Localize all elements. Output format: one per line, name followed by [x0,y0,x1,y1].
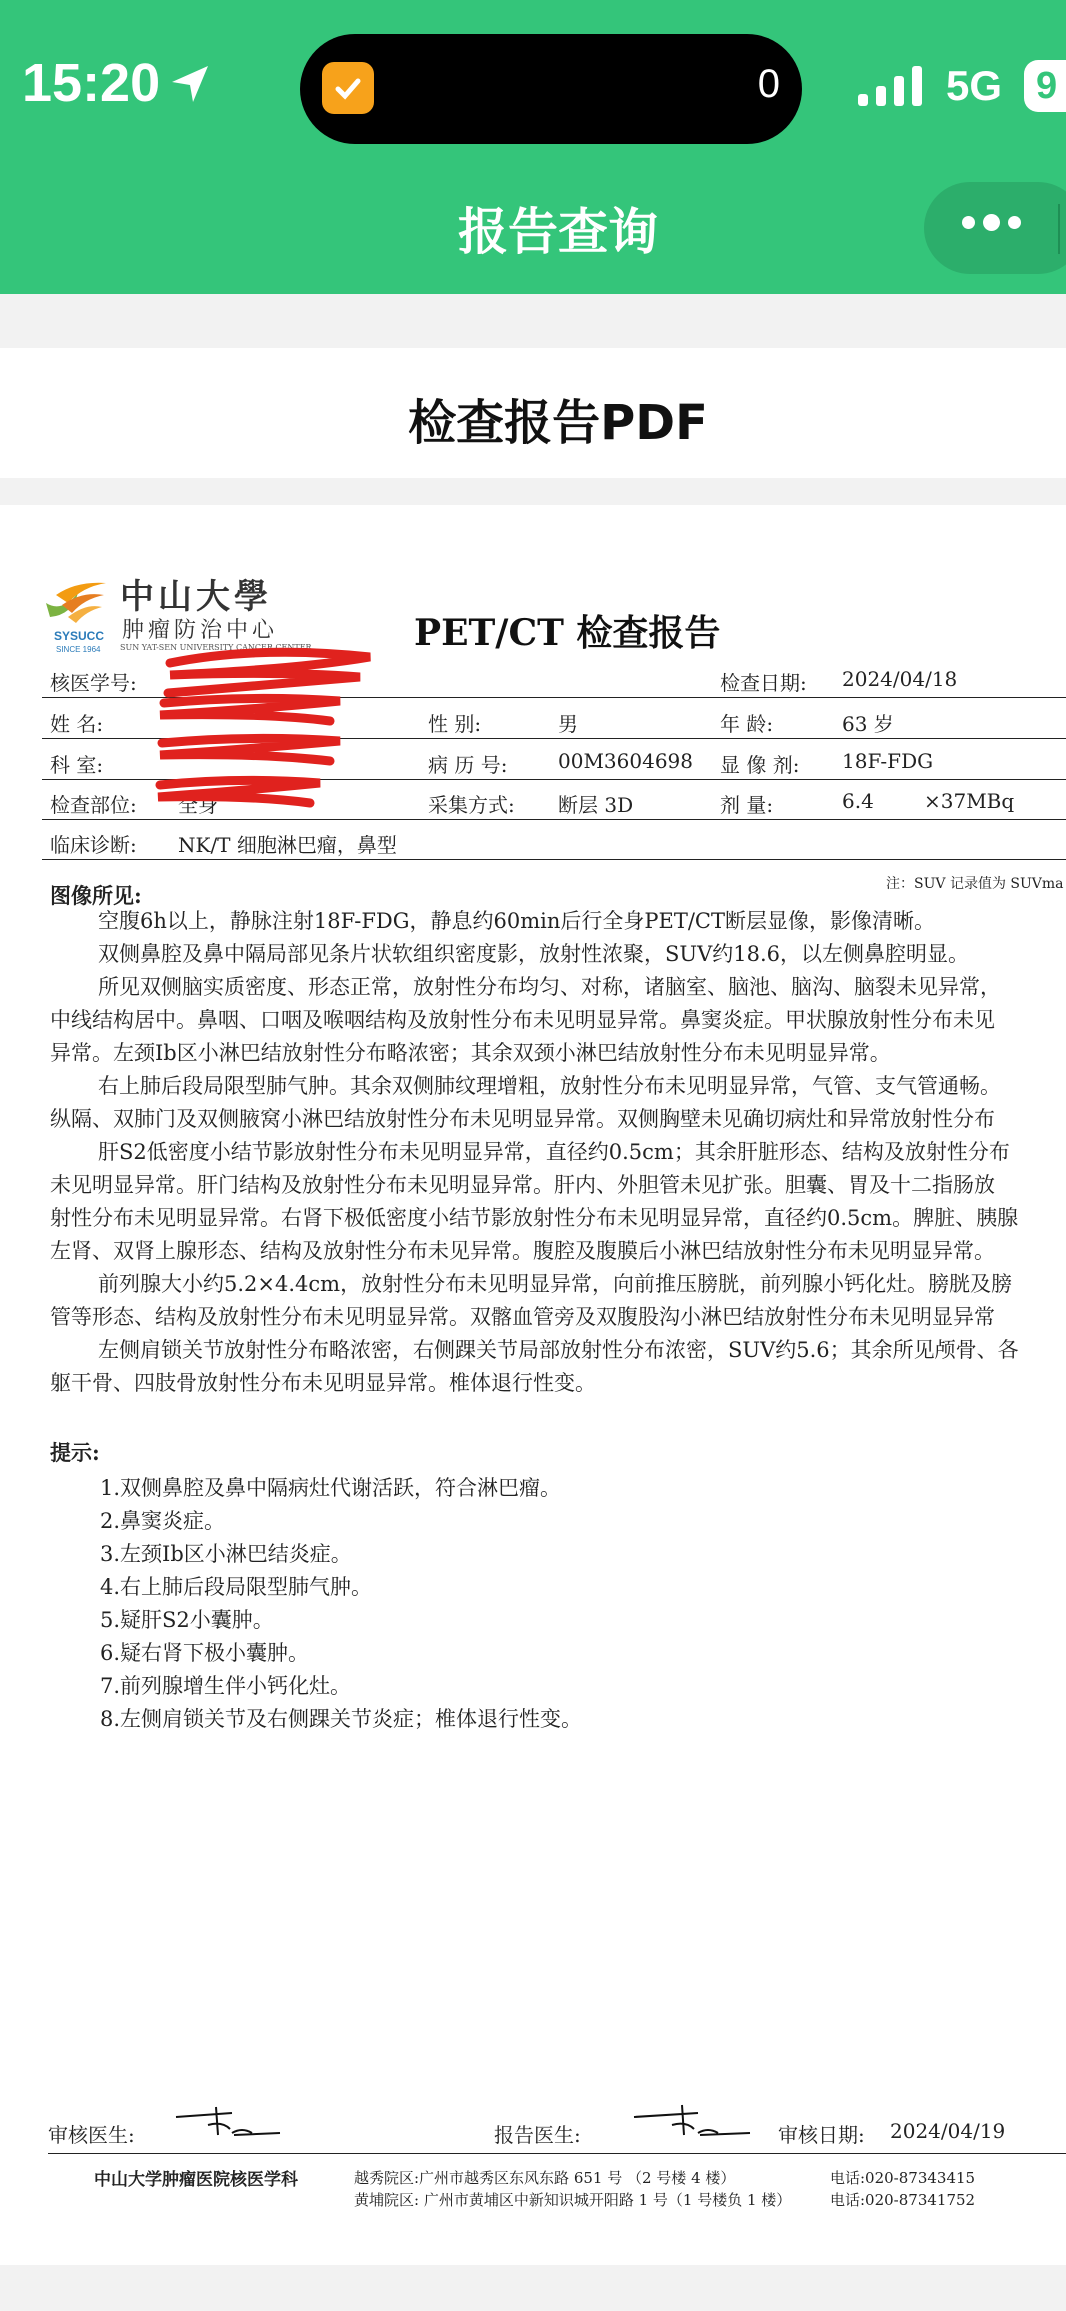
diagnosis-value: NK/T 细胞淋巴瘤，鼻型 [178,833,397,857]
reviewer-signature [172,2105,282,2143]
site-label: 检查部位: [50,793,137,817]
findings-line: 肝S2低密度小结节影放射性分布未见明显异常，直径约0.5cm；其余肝脏形态、结构及放射性分布 [98,1140,1010,1164]
nav-title: 报告查询 [458,203,658,261]
logo-sysucc: SYSUCC [54,629,105,643]
status-time: 15:20 [22,53,161,113]
dept-label: 科 室: [50,753,104,777]
footer-tel-2: 电话:020-87341752 [830,2191,976,2209]
findings-line: 所见双侧脑实质密度、形态正常，放射性分布均匀、对称，诸脑室、脑池、脑沟、脑裂未见异常， [98,975,1001,999]
exam-date: 2024/04/18 [842,667,958,691]
capsule-divider [1058,204,1060,254]
location-arrow-icon [168,62,212,110]
hint-item: 3.左颈Ib区小淋巴结炎症。 [100,1542,352,1566]
record-label: 病 历 号: [428,753,508,777]
footer-address-2: 黄埔院区: 广州市黄埔区中新知识城开阳路 1 号（1 号楼负 1 楼） [354,2191,792,2209]
site-value: 全身 [178,793,218,817]
findings-line: 左侧肩锁关节放射性分布略浓密，右侧踝关节局部放射性分布浓密，SUV约5.6；其余所见颅骨、各 [98,1338,1019,1362]
report-title: PET/CT 检查报告 [414,612,721,654]
agent-label: 显 像 剂: [720,753,800,777]
logo-cn: 中山大學 [120,577,272,617]
dose-label: 剂 量: [720,793,774,817]
footer-dept: 中山大学肿瘤医院核医学科 [94,2170,298,2190]
review-date: 2024/04/19 [890,2119,1006,2143]
findings-line: 左肾、双肾上腺形态、结构及放射性分布未见异常。腹腔及腹膜后小淋巴结放射性分布未见明显异常。 [50,1239,995,1263]
logo-since: SINCE 1964 [56,645,101,654]
id-label: 核医学号: [50,671,137,695]
hint-item: 8.左侧肩锁关节及右侧踝关节炎症；椎体退行性变。 [100,1707,583,1731]
hints-heading: 提示: [50,1440,100,1465]
findings-heading: 图像所见: [50,883,142,908]
logo-en: SUN YAT-SEN UNIVERSITY CANCER CENTER [120,643,312,652]
report-document[interactable] [0,505,1066,2265]
findings-line: 异常。左颈Ib区小淋巴结放射性分布略浓密；其余双颈小淋巴结放射性分布未见明显异常。 [50,1041,891,1065]
app-header [0,0,1066,294]
findings-line: 躯干骨、四肢骨放射性分布未见明显异常。椎体退行性变。 [50,1371,596,1395]
findings-line: 纵隔、双肺门及双侧腋窝小淋巴结放射性分布未见明显异常。双侧胸壁未见确切病灶和异常放射性分布 [50,1107,995,1131]
agent-value: 18F-FDG [842,749,934,773]
hint-item: 1.双侧鼻腔及鼻中隔病灶代谢活跃，符合淋巴瘤。 [100,1476,562,1500]
table-line [42,859,1066,860]
reporter-signature [632,2103,752,2143]
battery-icon: 9 [1024,60,1066,112]
logo-sub: 肿瘤防治中心 [122,618,279,643]
age-label: 年 龄: [720,712,774,736]
findings-line: 双侧鼻腔及鼻中隔局部见条片状软组织密度影，放射性浓聚，SUV约18.6，以左侧鼻腔明显。 [98,942,970,966]
findings-line: 空腹6h以上，静脉注射18F-FDG，静息约60min后行全身PET/CT断层显像，影像清晰。 [98,909,936,933]
age-value: 63 岁 [842,712,894,736]
method-label: 采集方式: [428,793,515,817]
diagnosis-label: 临床诊断: [50,833,137,857]
signal-icon [858,66,924,114]
mini-program-capsule[interactable] [924,182,1066,274]
hint-item: 6.疑右肾下极小囊肿。 [100,1641,310,1665]
hint-item: 5.疑肝S2小囊肿。 [100,1608,274,1632]
dose-value: 6.4 [842,789,874,813]
review-date-label: 审核日期: [778,2123,865,2147]
network-type: 5G [946,62,1003,109]
footer-tel-1: 电话:020-87343415 [830,2169,976,2187]
reviewer-label: 审核医生: [48,2123,135,2147]
findings-line: 管等形态、结构及放射性分布未见明显异常。双髂血管旁及双腹股沟小淋巴结放射性分布未见明显异常 [50,1305,995,1329]
dose-unit: ×37MBq [924,789,1015,813]
hint-item: 7.前列腺增生伴小钙化灶。 [100,1674,352,1698]
name-label: 姓 名: [50,712,104,736]
suv-note: 注：SUV 记录值为 SUVma [886,876,1064,892]
record-value: 00M3604698 [558,749,693,773]
findings-line: 前列腺大小约5.2×4.4cm，放射性分布未见明显异常，向前推压膀胱，前列腺小钙化灶。膀胱及膀 [98,1272,1013,1296]
island-count: 0 [757,62,780,106]
sysucc-logo-icon [42,573,112,637]
redaction-mark [140,645,380,825]
sex-value: 男 [558,712,578,736]
method-value: 断层 3D [558,793,634,817]
app-check-icon [322,62,374,114]
page-title: 检查报告PDF [408,395,708,451]
reporter-label: 报告医生: [494,2123,581,2147]
more-dots-icon[interactable] [962,216,1021,231]
hint-item: 2.鼻窦炎症。 [100,1509,226,1533]
findings-line: 射性分布未见明显异常。右肾下极低密度小结节影放射性分布未见明显异常，直径约0.5cm。脾脏、胰腺 [50,1206,1019,1230]
bottom-background [0,2270,1066,2311]
dynamic-island[interactable] [300,34,802,144]
hint-item: 4.右上肺后段局限型肺气肿。 [100,1575,373,1599]
footer-address-1: 越秀院区:广州市越秀区东风东路 651 号 （2 号楼 4 楼） [354,2169,736,2187]
sex-label: 性 别: [428,712,482,736]
exam-date-label: 检查日期: [720,671,807,695]
footer-line [48,2153,1066,2154]
findings-line: 未见明显异常。肝门结构及放射性分布未见明显异常。肝内、外胆管未见扩张。胆囊、胃及十二指肠放 [50,1173,995,1197]
findings-line: 中线结构居中。鼻咽、口咽及喉咽结构及放射性分布未见明显异常。鼻窦炎症。甲状腺放射性分布未见 [50,1008,995,1032]
findings-line: 右上肺后段局限型肺气肿。其余双侧肺纹理增粗，放射性分布未见明显异常，气管、支气管通畅。 [98,1074,1001,1098]
page-header-card [0,348,1066,478]
